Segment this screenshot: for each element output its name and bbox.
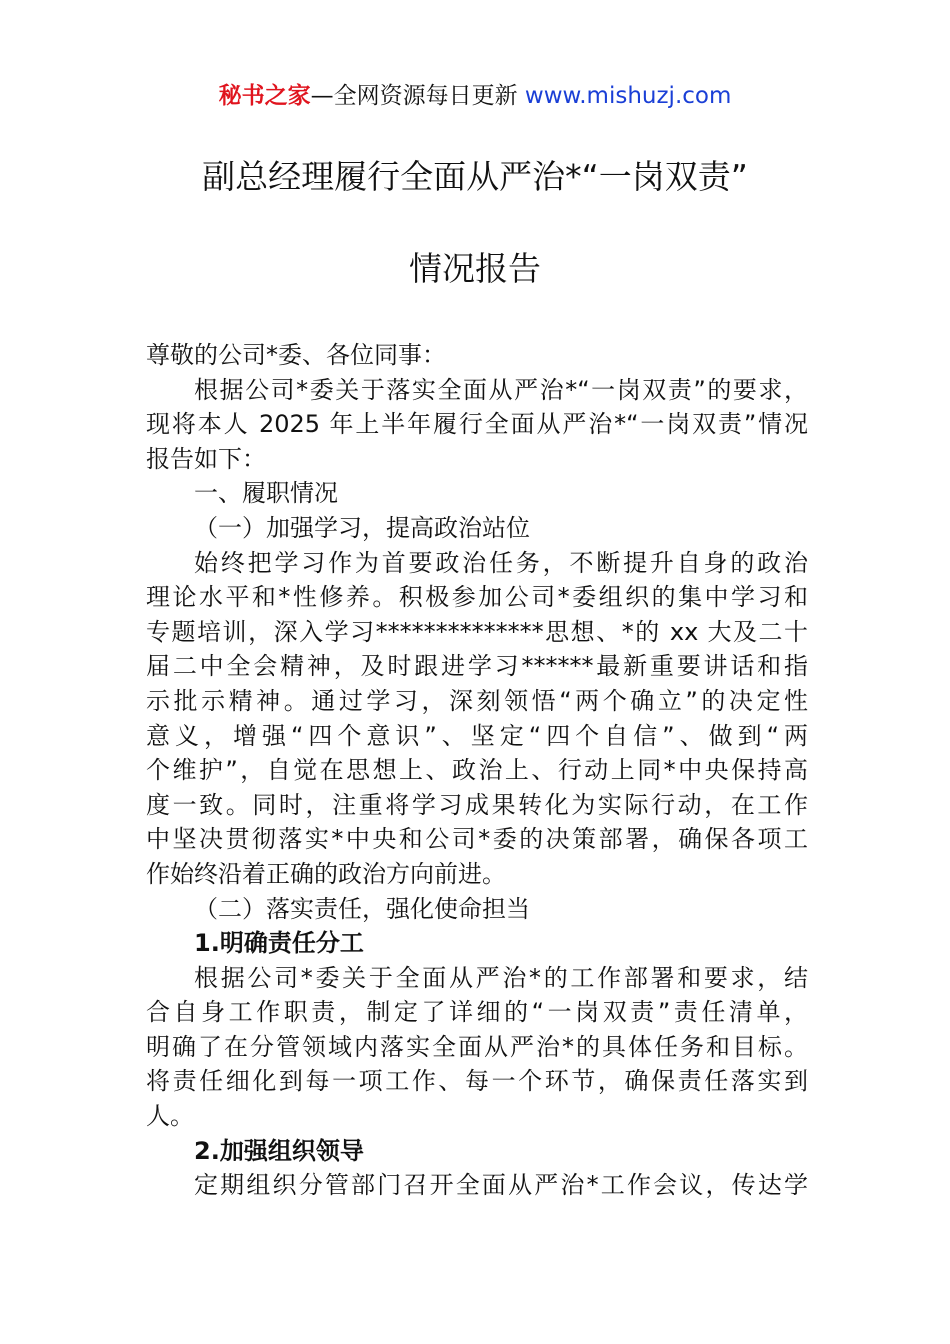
paragraph-line: 报告如下： xyxy=(146,444,266,473)
site-header xyxy=(0,78,950,114)
paragraph-line: 根据公司*委关于全面从严治*的工作部署和要求，结 xyxy=(194,963,808,992)
header-tagline: —全网资源每日更新 xyxy=(310,83,525,109)
paragraph-line: 专题培训，深入学习**************思想、*的 xx 大及二十 xyxy=(146,617,808,646)
paragraph-line: 意义，增强“四个意识”、坚定“四个自信”、做到“两 xyxy=(146,721,808,750)
paragraph-line: 定期组织分管部门召开全面从严治*工作会议，传达学 xyxy=(194,1171,808,1200)
site-url-link[interactable]: www.mishuzj.com xyxy=(524,83,732,109)
document-body xyxy=(146,338,808,1203)
subsection-heading: （一）加强学习，提高政治站位 xyxy=(194,513,530,542)
paragraph-line: 人。 xyxy=(146,1102,194,1131)
paragraph-line: 将责任细化到每一项工作、每一个环节，确保责任落实到 xyxy=(146,1067,808,1096)
item-heading: 2.加强组织领导 xyxy=(194,1136,364,1165)
paragraph-line: 中坚决贯彻落实*中央和公司*委的决策部署，确保各项工 xyxy=(146,825,808,854)
paragraph-line: 理论水平和*性修养。积极参加公司*委组织的集中学习和 xyxy=(146,583,808,612)
paragraph-line: 届二中全会精神，及时跟进学习******最新重要讲话和指 xyxy=(146,652,808,681)
document-title-line-2: 情况报告 xyxy=(409,249,541,288)
paragraph-line: 明确了在分管领域内落实全面从严治*的具体任务和目标。 xyxy=(146,1032,808,1061)
brand-name: 秘书之家 xyxy=(218,83,311,109)
paragraph-line: 现将本人 2025 年上半年履行全面从严治*“一岗双责”情况 xyxy=(146,410,808,439)
paragraph-line: 作始终沿着正确的政治方向前进。 xyxy=(146,859,506,888)
paragraph-line: 示批示精神。通过学习，深刻领悟“两个确立”的决定性 xyxy=(146,686,808,715)
paragraph-line: 根据公司*委关于落实全面从严治*“一岗双责”的要求， xyxy=(194,375,808,404)
subsection-heading: （二）落实责任，强化使命担当 xyxy=(194,894,530,923)
paragraph-line: 度一致。同时，注重将学习成果转化为实际行动，在工作 xyxy=(146,790,808,819)
section-heading: 一、履职情况 xyxy=(194,479,338,508)
salutation: 尊敬的公司*委、各位同事： xyxy=(146,341,446,369)
document-title-line-1: 副总经理履行全面从严治*“一岗双责” xyxy=(202,157,748,196)
paragraph-line: 个维护”，自觉在思想上、政治上、行动上同*中央保持高 xyxy=(146,756,808,785)
paragraph-line: 始终把学习作为首要政治任务，不断提升自身的政治 xyxy=(194,548,808,577)
paragraph-line: 合自身工作职责，制定了详细的“一岗双责”责任清单， xyxy=(146,998,808,1027)
item-heading: 1.明确责任分工 xyxy=(194,929,364,958)
